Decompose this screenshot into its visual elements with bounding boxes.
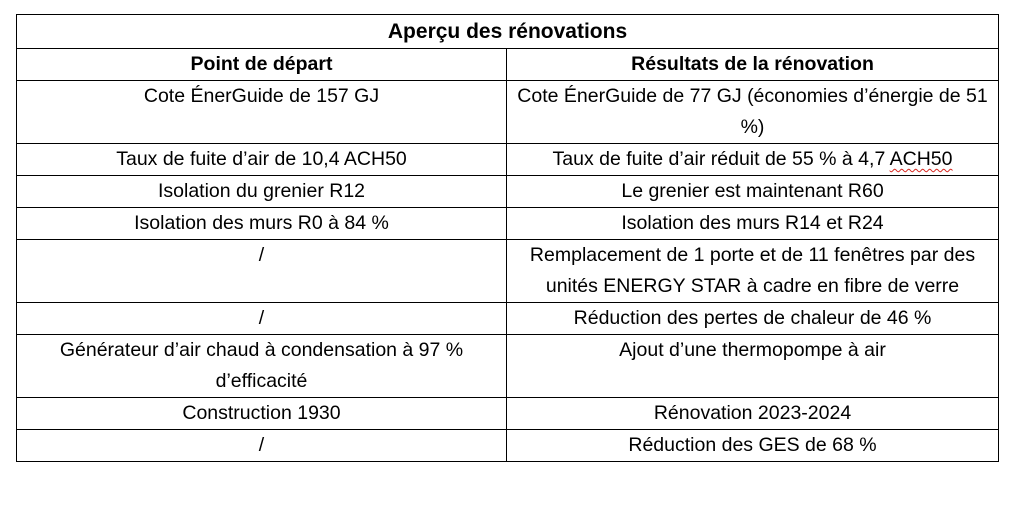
table-row	[17, 176, 999, 208]
cell-after: Rénovation 2023-2024	[507, 398, 999, 430]
table-row	[17, 303, 999, 335]
cell-after: Ajout d’une thermopompe à air	[507, 335, 999, 398]
cell-before: Construction 1930	[17, 398, 507, 430]
spellcheck-flagged-word[interactable]: ACH50	[889, 148, 953, 170]
cell-before: Taux de fuite d’air de 10,4 ACH50	[17, 144, 507, 176]
cell-before: Isolation des murs R0 à 84 %	[17, 208, 507, 240]
table-header-row	[17, 49, 999, 81]
cell-before: /	[17, 303, 507, 335]
table-title-row	[17, 15, 999, 49]
column-header-renovation-results: Résultats de la rénovation	[507, 49, 999, 81]
table-row	[17, 240, 999, 303]
cell-before: Générateur d’air chaud à condensation à 97 % d’efficacité	[17, 335, 507, 398]
cell-before: /	[17, 430, 507, 462]
cell-after: Isolation des murs R14 et R24	[507, 208, 999, 240]
cell-after	[507, 144, 999, 176]
cell-after: Remplacement de 1 porte et de 11 fenêtres par des unités ENERGY STAR à cadre en fibre de verre	[507, 240, 999, 303]
table-row	[17, 398, 999, 430]
cell-after: Réduction des pertes de chaleur de 46 %	[507, 303, 999, 335]
table-row	[17, 430, 999, 462]
table-row	[17, 208, 999, 240]
cell-before: /	[17, 240, 507, 303]
cell-before: Cote ÉnerGuide de 157 GJ	[17, 81, 507, 144]
cell-after: Réduction des GES de 68 %	[507, 430, 999, 462]
table-title: Aperçu des rénovations	[17, 15, 999, 49]
cell-after-text: Taux de fuite d’air réduit de 55 % à 4,7	[552, 148, 890, 170]
table-row	[17, 335, 999, 398]
cell-after: Cote ÉnerGuide de 77 GJ (économies d’énergie de 51 %)	[507, 81, 999, 144]
table-row	[17, 81, 999, 144]
cell-before: Isolation du grenier R12	[17, 176, 507, 208]
table-row	[17, 144, 999, 176]
column-header-starting-point: Point de départ	[17, 49, 507, 81]
cell-after: Le grenier est maintenant R60	[507, 176, 999, 208]
renovation-summary-table	[16, 14, 999, 462]
